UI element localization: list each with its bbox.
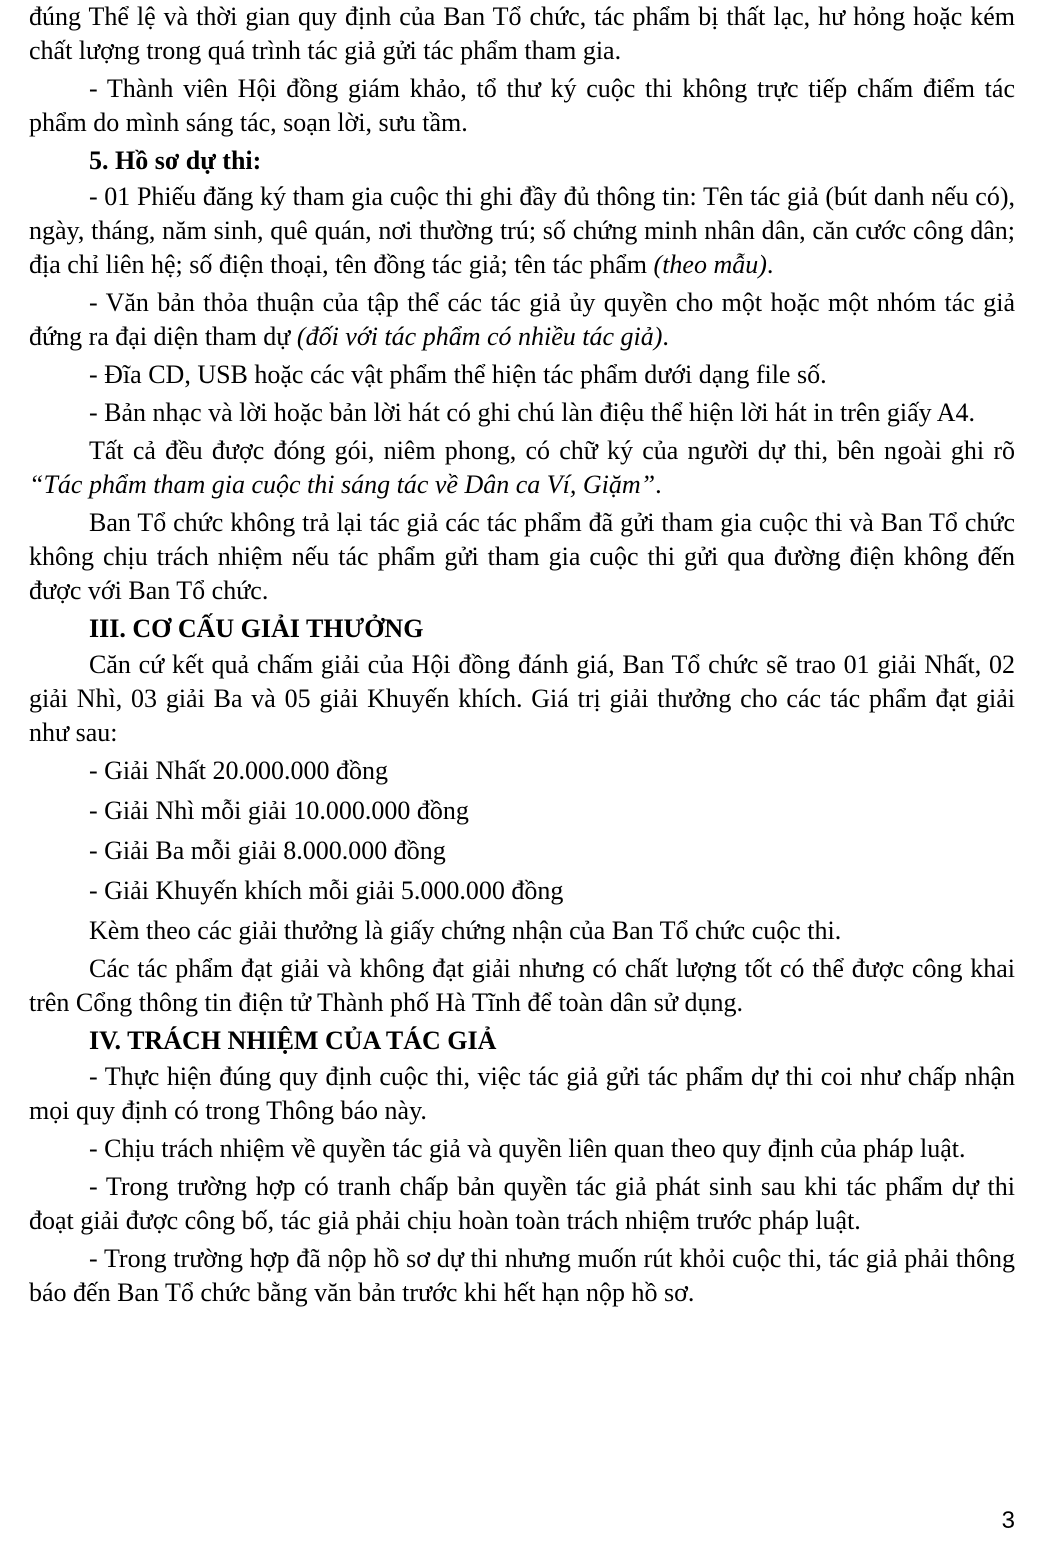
page-number: 3: [1001, 1507, 1015, 1534]
agreement-text: - Văn bản thỏa thuận của tập thể các tác giả ủy quyền cho một hoặc một nhóm tác giả đứng ra đại diện tham dự: [29, 288, 1015, 351]
paragraph-continued: đúng Thể lệ và thời gian quy định của Ban Tổ chức, tác phẩm bị thất lạc, hư hỏng hoặc kém chất lượng trong quá trình tác giả gửi tác phẩm tham gia.: [29, 2, 1015, 65]
paragraph-public: Các tác phẩm đạt giải và không đạt giải nhưng có chất lượng tốt có thể được công khai trên Cổng thông tin điện tử Thành phố Hà Tĩnh để toàn dân sử dụng.: [29, 954, 1015, 1017]
section-5-title: 5. Hồ sơ dự thi:: [89, 146, 262, 175]
paragraph-registration-form: [29, 180, 1015, 282]
registration-form-text: - 01 Phiếu đăng ký tham gia cuộc thi ghi đầy đủ thông tin: Tên tác giả (bút danh nếu có), ngày, tháng, năm sinh, quê quán, nơi thường trú; số chứng minh nhân dân, căn cước công dân; địa chỉ liên hệ; số điện thoại, tên đồng tác giả; tên tác phẩm: [29, 182, 1015, 279]
prize-encouragement: - Giải Khuyến khích mỗi giải 5.000.000 đồng: [89, 876, 564, 905]
prize-first: - Giải Nhất 20.000.000 đồng: [89, 756, 388, 785]
paragraph-certificate: Kèm theo các giải thưởng là giấy chứng nhận của Ban Tổ chức cuộc thi.: [89, 916, 842, 945]
prize-second: - Giải Nhì mỗi giải 10.000.000 đồng: [89, 796, 469, 825]
section-4-title: IV. TRÁCH NHIỆM CỦA TÁC GIẢ: [89, 1026, 497, 1055]
registration-form-end: .: [766, 250, 774, 279]
page-body: [29, 0, 1015, 1314]
paragraph-responsibility-4: - Trong trường hợp đã nộp hồ sơ dự thi nhưng muốn rút khỏi cuộc thi, tác giả phải thông báo đến Ban Tổ chức bằng văn bản trước khi hết hạn nộp hồ sơ.: [29, 1244, 1015, 1307]
agreement-end: .: [662, 322, 669, 351]
sealed-end: .: [655, 470, 662, 499]
registration-form-note: (theo mẫu): [653, 250, 767, 279]
agreement-note: (đối với tác phẩm có nhiều tác giả): [296, 322, 663, 351]
sealed-label: “Tác phẩm tham gia cuộc thi sáng tác về Dân ca Ví, Giặm”: [29, 470, 656, 499]
paragraph-no-return: Ban Tổ chức không trả lại tác giả các tác phẩm đã gửi tham gia cuộc thi và Ban Tổ chức không chịu trách nhiệm nếu tác phẩm gửi tham gia cuộc thi gửi qua đường điện không đến được với Ban Tổ chức.: [29, 508, 1015, 605]
paragraph-agreement: [29, 286, 1015, 354]
paragraph-prizes-intro: Căn cứ kết quả chấm giải của Hội đồng đánh giá, Ban Tổ chức sẽ trao 01 giải Nhất, 02 giải Nhì, 03 giải Ba và 05 giải Khuyến khích. Giá trị giải thưởng cho các tác phẩm đạt giải như sau:: [29, 650, 1015, 747]
paragraph-sheet-music: - Bản nhạc và lời hoặc bản lời hát có ghi chú làn điệu thể hiện lời hát in trên giấy A4.: [89, 398, 976, 427]
paragraph-responsibility-3: - Trong trường hợp có tranh chấp bản quyền tác giả phát sinh sau khi tác phẩm dự thi đoạt giải được công bố, tác giả phải chịu hoàn toàn trách nhiệm trước pháp luật.: [29, 1172, 1015, 1235]
paragraph-responsibility-1: - Thực hiện đúng quy định cuộc thi, việc tác giả gửi tác phẩm dự thi coi như chấp nhận mọi quy định có trong Thông báo này.: [29, 1062, 1015, 1125]
paragraph-sealed: [29, 434, 1015, 502]
prize-third: - Giải Ba mỗi giải 8.000.000 đồng: [89, 836, 446, 865]
sealed-text: Tất cả đều được đóng gói, niêm phong, có chữ ký của người dự thi, bên ngoài ghi rõ: [89, 436, 1015, 465]
paragraph-cd-usb: - Đĩa CD, USB hoặc các vật phẩm thể hiện tác phẩm dưới dạng file số.: [89, 360, 827, 389]
paragraph-jury: - Thành viên Hội đồng giám khảo, tổ thư ký cuộc thi không trực tiếp chấm điểm tác phẩm do mình sáng tác, soạn lời, sưu tầm.: [29, 74, 1015, 137]
paragraph-responsibility-2: - Chịu trách nhiệm về quyền tác giả và quyền liên quan theo quy định của pháp luật.: [89, 1134, 966, 1163]
section-3-title: III. CƠ CẤU GIẢI THƯỞNG: [89, 614, 424, 643]
